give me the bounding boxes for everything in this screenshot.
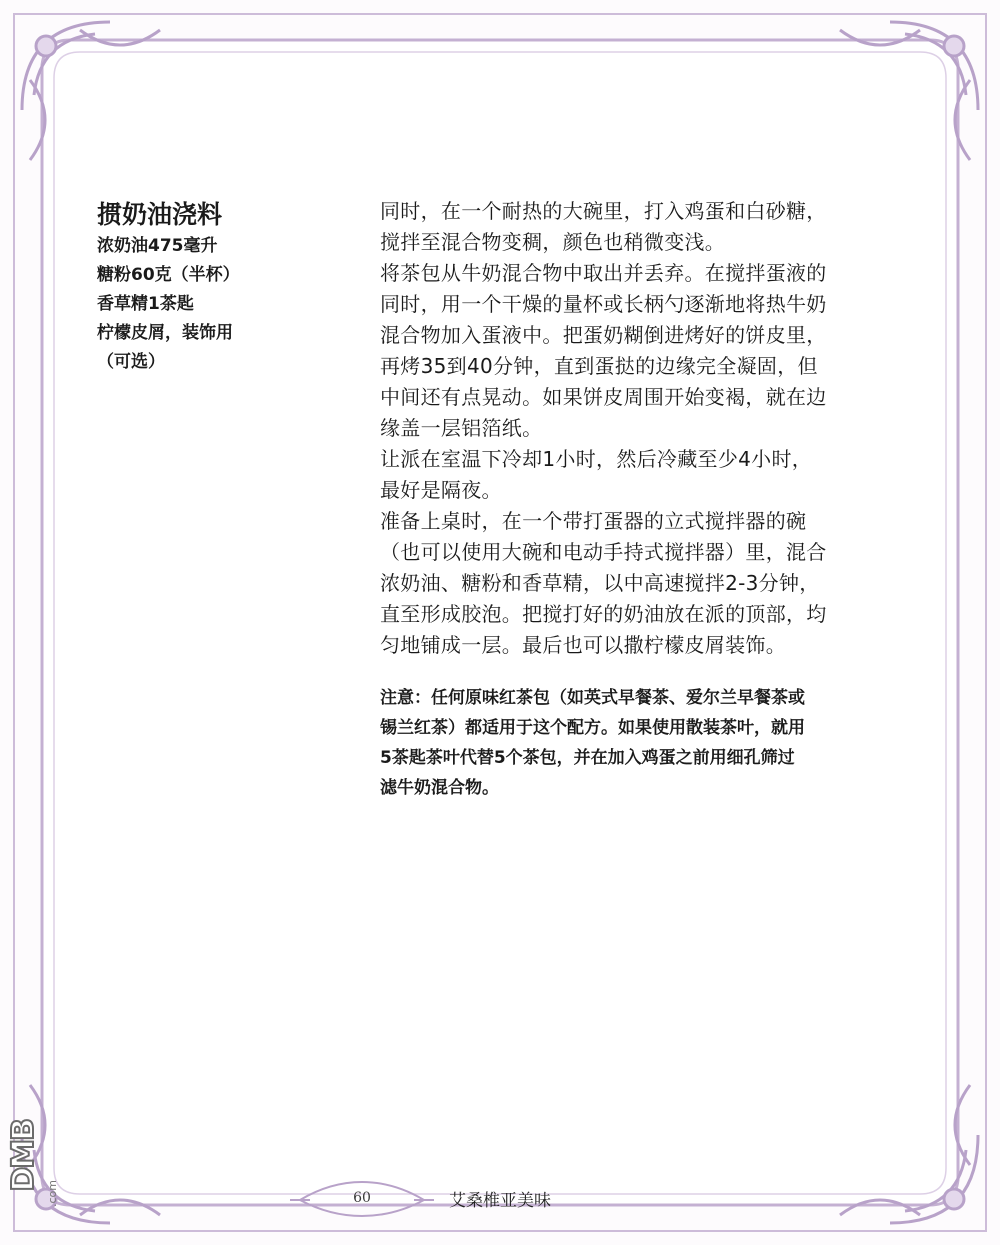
ingredient-item: 柠檬皮屑，装饰用: [97, 323, 233, 343]
instruction-line: 最好是隔夜。: [380, 478, 502, 502]
instructions-column: [380, 196, 920, 803]
instruction-line: 浓奶油、糖粉和香草精，以中高速搅拌2-3分钟，: [380, 571, 820, 595]
instruction-line: （也可以使用大碗和电动手持式搅拌器）里，混合: [380, 540, 827, 564]
note-line: 5茶匙茶叶代替5个茶包，并在加入鸡蛋之前用细孔筛过: [380, 748, 795, 768]
ingredient-item: （可选）: [97, 352, 165, 372]
ingredient-item: 浓奶油475毫升: [97, 236, 218, 256]
recipe-section-title: 掼奶油浇料: [97, 200, 223, 229]
ingredient-item: 香草精1茶匙: [97, 294, 194, 314]
note-line: 注意：任何原味红茶包（如英式早餐茶、爱尔兰早餐茶或: [380, 688, 805, 708]
instruction-line: 缘盖一层铝箔纸。: [380, 416, 543, 440]
recipe-note: [380, 683, 920, 803]
instruction-line: 让派在室温下冷却1小时，然后冷藏至少4小时，: [380, 447, 813, 471]
instruction-line: 再烤35到40分钟，直到蛋挞的边缘完全凝固，但: [380, 354, 818, 378]
watermark-logo: DMB: [6, 1120, 41, 1192]
watermark-domain: .com: [46, 1180, 59, 1207]
page-number: 60: [353, 1190, 371, 1206]
instruction-line: 中间还有点晃动。如果饼皮周围开始变褐，就在边: [380, 385, 827, 409]
instruction-line: 直至形成胶泡。把搅打好的奶油放在派的顶部，均: [380, 602, 827, 626]
instruction-line: 同时，用一个干燥的量杯或长柄勺逐渐地将热牛奶: [380, 292, 827, 316]
note-line: 锡兰红茶）都适用于这个配方。如果使用散装茶叶，就用: [380, 718, 805, 738]
ingredients-column: [97, 198, 347, 377]
note-line: 滤牛奶混合物。: [380, 778, 499, 798]
instruction-line: 匀地铺成一层。最后也可以撒柠檬皮屑装饰。: [380, 633, 786, 657]
ingredient-item: 糖粉60克（半杯）: [97, 265, 240, 285]
instruction-line: 准备上桌时，在一个带打蛋器的立式搅拌器的碗: [380, 509, 807, 533]
book-title-footer: 艾桑椎亚美味: [449, 1191, 551, 1211]
instruction-line: 将茶包从牛奶混合物中取出并丢弃。在搅拌蛋液的: [380, 261, 827, 285]
instruction-line: 搅拌至混合物变稠，颜色也稍微变浅。: [380, 230, 726, 254]
instruction-line: 混合物加入蛋液中。把蛋奶糊倒进烤好的饼皮里，: [380, 323, 827, 347]
instruction-line: 同时，在一个耐热的大碗里，打入鸡蛋和白砂糖，: [380, 199, 827, 223]
